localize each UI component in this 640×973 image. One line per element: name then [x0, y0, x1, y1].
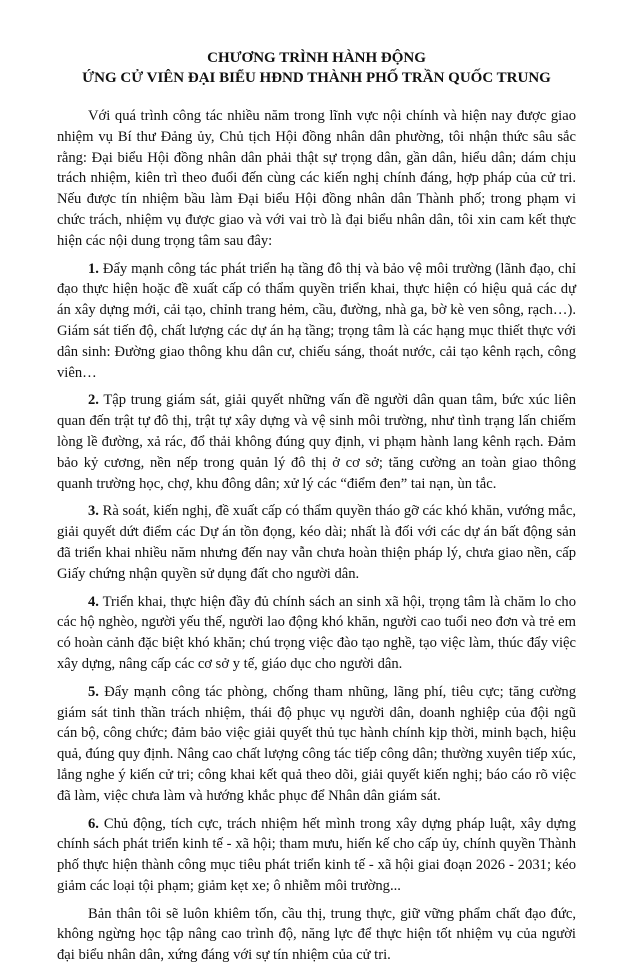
document-page [57, 48, 576, 973]
item-number: 4. [88, 593, 99, 610]
item-number: 3. [88, 503, 99, 520]
commitment-item [57, 259, 576, 384]
intro-paragraph: Với quá trình công tác nhiều năm trong lĩnh vực nội chính và hiện nay được giao nhiệm vụ Bí thư Đảng ủy, Chủ tịch Hội đồng nhân dân phường, tôi nhận thức sâu sắc rằng: Đại biểu Hội đồng nhân dân phải thật sự trọng dân, gần dân, hiểu dân; dám chịu trách nhiệm, kiên trì theo đuổi đến cùng các kiến nghị chính đáng, hợp pháp của cử tri. Nếu được tín nhiệm bầu làm Đại biểu Hội đồng nhân dân Thành phố; trong phạm vi chức trách, nhiệm vụ được giao và với vai trò là đại biểu nhân dân, tôi xin cam kết thực hiện các nội dung trọng tâm sau đây: [57, 108, 576, 249]
commitment-item [57, 390, 576, 494]
closing-paragraph: Bản thân tôi sẽ luôn khiêm tốn, cầu thị, trung thực, giữ vững phẩm chất đạo đức, không ngừng học tập nâng cao trình độ, năng lực để thực hiện tốt nhiệm vụ của người đại biểu nhân dân, xứng đáng với sự tín nhiệm của cử tri. [57, 905, 576, 964]
commitment-item [57, 501, 576, 584]
commitment-item [57, 814, 576, 897]
item-number: 5. [88, 683, 99, 700]
item-number: 1. [88, 260, 99, 277]
item-text: Chủ động, tích cực, trách nhiệm hết mình trong xây dựng pháp luật, xây dựng chính sách phát triển kinh tế - xã hội; tham mưu, hiến kế cho cấp ủy, chính quyền Thành phố thực hiện thành công mục tiêu phát triển kinh tế - xã hội giai đoạn 2026 - 2031; kéo giảm các loại tội phạm; giảm kẹt xe; ô nhiễm môi trường... [57, 815, 576, 894]
title-line-2: ỨNG CỬ VIÊN ĐẠI BIỂU HĐND THÀNH PHỐ TRẦN QUỐC TRUNG [82, 70, 551, 86]
title-line-1: CHƯƠNG TRÌNH HÀNH ĐỘNG [207, 50, 426, 66]
document-title [57, 48, 576, 88]
item-number: 6. [88, 815, 99, 832]
item-text: Rà soát, kiến nghị, đề xuất cấp có thẩm quyền tháo gỡ các khó khăn, vướng mắc, giải quyết dứt điểm các Dự án tồn đọng, kéo dài; nhất là đối với các dự án bất động sản đã triển khai nhiều năm nhưng đến nay vẫn chưa hoàn thiện pháp lý, chưa giao nền, cấp Giấy chứng nhận quyền sử dụng đất cho người dân. [57, 503, 576, 582]
item-text: Triển khai, thực hiện đầy đủ chính sách an sinh xã hội, trọng tâm là chăm lo cho các hộ nghèo, người yếu thế, người lao động khó khăn, người cao tuổi neo đơn và trẻ em có hoàn cảnh đặc biệt khó khăn; chú trọng việc đào tạo nghề, tạo việc làm, thúc đẩy việc xây dựng, nâng cấp các cơ sở y tế, giáo dục cho người dân. [57, 593, 576, 672]
item-text: Đẩy mạnh công tác phát triển hạ tầng đô thị và bảo vệ môi trường (lãnh đạo, chỉ đạo thực hiện hoặc đề xuất cấp có thẩm quyền triển khai, thực hiện có hiệu quả các dự án xây dựng mới, cải tạo, chỉnh trang hẻm, cầu, đường, nhà ga, bờ kè ven sông, rạch…). Giám sát tiến độ, chất lượng các dự án hạ tầng; trọng tâm là các hạng mục thiết thực với dân sinh: Đường giao thông khu dân cư, chiếu sáng, thoát nước, cải tạo kênh rạch, công viên… [57, 260, 576, 381]
commitment-item [57, 592, 576, 675]
item-text: Tập trung giám sát, giải quyết những vấn đề người dân quan tâm, bức xúc liên quan đến trật tự đô thị, trật tự xây dựng và vệ sinh môi trường, như tình trạng lấn chiếm lòng lề đường, xả rác, đổ thải không đúng quy định, vi phạm hành lang kênh rạch. Đảm bảo kỷ cương, nền nếp trong quản lý đô thị ở cơ sở; tăng cường an toàn giao thông quanh trường học, chợ, khu đông dân; xử lý các “điểm đen” tai nạn, ùn tắc. [57, 392, 576, 492]
commitment-item [57, 682, 576, 807]
item-text: Đẩy mạnh công tác phòng, chống tham nhũng, lãng phí, tiêu cực; tăng cường giám sát tinh thần trách nhiệm, thái độ phục vụ người dân, doanh nghiệp của đội ngũ cán bộ, công chức; đảm bảo việc giải quyết thủ tục hành chính kịp thời, minh bạch, hiệu quả, đúng quy định. Nâng cao chất lượng công tác tiếp công dân; thường xuyên tiếp xúc, lắng nghe ý kiến cử tri; công khai kết quả theo dõi, giải quyết kiến nghị; báo cáo rõ việc đã làm, việc chưa làm và hướng khắc phục để Nhân dân giám sát. [57, 683, 576, 804]
item-number: 2. [88, 392, 99, 409]
